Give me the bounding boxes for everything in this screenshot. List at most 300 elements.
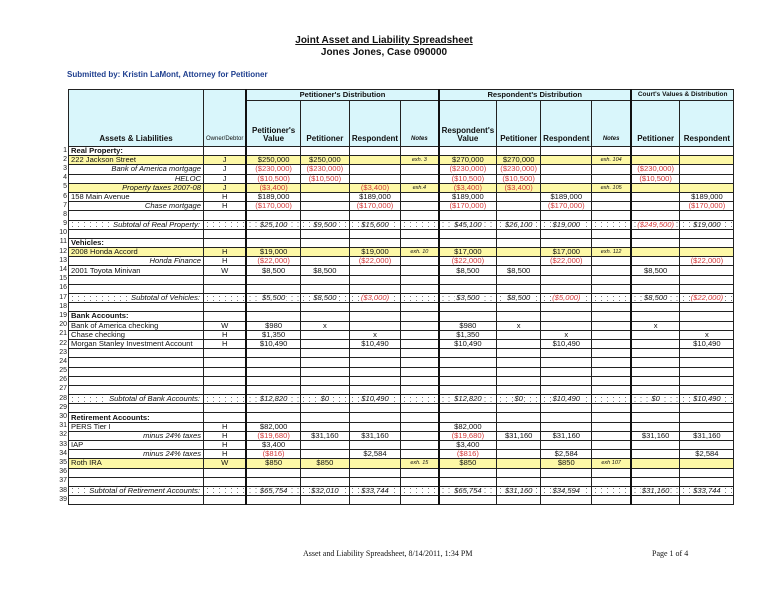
cell-owner[interactable] [204,358,247,367]
cell-rv[interactable] [439,220,497,229]
cell-owner[interactable] [204,477,247,486]
cell-pn[interactable] [401,385,439,394]
cell-owner[interactable]: H [204,257,247,266]
cell-label[interactable]: HELOC [69,174,204,183]
cell-pp[interactable] [300,183,349,192]
cell-label[interactable] [69,294,204,303]
cell-pr[interactable] [349,358,400,367]
cell-rp[interactable] [497,257,541,266]
cell-rr[interactable] [541,441,592,450]
cell-rr[interactable] [541,275,592,284]
cell-cp[interactable] [631,339,680,348]
cell-label[interactable] [69,349,204,358]
cell-cp[interactable] [631,459,680,468]
cell-pn[interactable] [401,284,439,293]
cell-rv[interactable] [439,367,497,376]
cell-cp[interactable] [631,192,680,201]
cell-pn[interactable] [401,468,439,477]
cell-pn[interactable] [401,303,439,312]
cell-pv[interactable] [246,468,300,477]
cell-pr[interactable] [349,275,400,284]
cell-rn[interactable] [592,413,631,422]
cell-pp[interactable] [300,395,349,404]
cell-rv[interactable] [439,303,497,312]
cell-pv[interactable]: ($816) [246,450,300,459]
cell-rp[interactable] [497,441,541,450]
cell-rr[interactable] [541,496,592,505]
cell-cp[interactable] [631,211,680,220]
cell-pv[interactable] [246,395,300,404]
cell-pp[interactable] [300,349,349,358]
cell-pv[interactable]: $1,350 [246,330,300,339]
cell-owner[interactable] [204,147,247,156]
cell-rr[interactable] [541,413,592,422]
cell-label[interactable] [69,468,204,477]
cell-rv[interactable]: ($230,000) [439,165,497,174]
cell-owner[interactable]: J [204,183,247,192]
cell-pr[interactable] [349,165,400,174]
cell-rn[interactable] [592,450,631,459]
cell-rn[interactable] [592,404,631,413]
cell-pr[interactable] [349,312,400,321]
cell-rr[interactable]: $17,000 [541,248,592,257]
cell-rv[interactable]: ($22,000) [439,257,497,266]
cell-pv[interactable] [246,229,300,238]
cell-cp[interactable] [631,376,680,385]
cell-rr[interactable] [541,174,592,183]
cell-rv[interactable] [439,395,497,404]
cell-label[interactable] [69,395,204,404]
cell-rv[interactable] [439,486,497,495]
cell-rv[interactable]: $17,000 [439,248,497,257]
cell-pv[interactable] [246,220,300,229]
cell-pn[interactable] [401,358,439,367]
cell-pn[interactable] [401,238,439,247]
cell-rp[interactable] [497,330,541,339]
cell-rp[interactable]: $8,500 [497,266,541,275]
cell-rn[interactable] [592,202,631,211]
cell-label[interactable] [69,303,204,312]
cell-label[interactable] [69,358,204,367]
cell-pp[interactable] [300,248,349,257]
cell-rr[interactable] [541,156,592,165]
cell-rv[interactable] [439,413,497,422]
cell-rn[interactable] [592,385,631,394]
cell-cp[interactable] [631,496,680,505]
cell-label[interactable]: 222 Jackson Street [69,156,204,165]
cell-rr[interactable] [541,349,592,358]
cell-rv[interactable] [439,294,497,303]
cell-pr[interactable]: $19,000 [349,248,400,257]
cell-rn[interactable] [592,220,631,229]
cell-cr[interactable] [680,220,734,229]
cell-rp[interactable] [497,468,541,477]
cell-rv[interactable]: ($816) [439,450,497,459]
cell-rp[interactable] [497,275,541,284]
cell-pn[interactable]: exh.4 [401,183,439,192]
cell-rr[interactable] [541,468,592,477]
cell-label[interactable] [69,211,204,220]
cell-pp[interactable] [300,284,349,293]
cell-pv[interactable]: ($170,000) [246,202,300,211]
cell-pr[interactable] [349,422,400,431]
cell-rv[interactable]: $850 [439,459,497,468]
cell-cp[interactable] [631,284,680,293]
cell-label[interactable]: PERS Tier I [69,422,204,431]
cell-cr[interactable] [680,183,734,192]
cell-pv[interactable]: $189,000 [246,192,300,201]
cell-label[interactable] [69,367,204,376]
cell-cr[interactable] [680,238,734,247]
cell-pn[interactable] [401,321,439,330]
cell-rr[interactable] [541,422,592,431]
cell-rn[interactable] [592,441,631,450]
cell-cp[interactable] [631,367,680,376]
cell-rp[interactable] [497,358,541,367]
cell-rv[interactable]: $270,000 [439,156,497,165]
cell-pn[interactable] [401,367,439,376]
cell-pp[interactable] [300,275,349,284]
cell-cp[interactable] [631,147,680,156]
cell-rp[interactable] [497,294,541,303]
cell-rr[interactable] [541,358,592,367]
cell-pn[interactable] [401,441,439,450]
cell-pv[interactable]: ($19,680) [246,431,300,440]
cell-pp[interactable]: $850 [300,459,349,468]
cell-cr[interactable] [680,147,734,156]
cell-rv[interactable]: ($10,500) [439,174,497,183]
cell-cp[interactable] [631,450,680,459]
cell-owner[interactable] [204,284,247,293]
cell-pv[interactable] [246,367,300,376]
cell-cr[interactable] [680,248,734,257]
cell-pn[interactable] [401,339,439,348]
cell-owner[interactable] [204,376,247,385]
cell-rp[interactable] [497,147,541,156]
cell-owner[interactable]: H [204,441,247,450]
cell-rv[interactable]: ($19,680) [439,431,497,440]
cell-label[interactable]: Vehicles: [69,238,204,247]
cell-pp[interactable] [300,257,349,266]
cell-pv[interactable] [246,477,300,486]
cell-owner[interactable] [204,404,247,413]
cell-cr[interactable] [680,376,734,385]
cell-pp[interactable] [300,404,349,413]
cell-cp[interactable] [631,395,680,404]
cell-label[interactable]: minus 24% taxes [69,450,204,459]
cell-rv[interactable]: ($170,000) [439,202,497,211]
cell-pp[interactable] [300,339,349,348]
cell-rn[interactable] [592,257,631,266]
cell-pn[interactable] [401,275,439,284]
cell-cr[interactable] [680,275,734,284]
cell-pp[interactable] [300,330,349,339]
cell-pp[interactable]: $8,500 [300,266,349,275]
cell-label[interactable]: Retirement Accounts: [69,413,204,422]
cell-rr[interactable] [541,211,592,220]
cell-pp[interactable] [300,238,349,247]
cell-rv[interactable] [439,376,497,385]
cell-cr[interactable] [680,321,734,330]
cell-pn[interactable] [401,165,439,174]
cell-owner[interactable]: H [204,431,247,440]
cell-cr[interactable]: ($170,000) [680,202,734,211]
cell-owner[interactable] [204,303,247,312]
cell-pr[interactable] [349,349,400,358]
cell-pn[interactable] [401,211,439,220]
cell-label[interactable]: 2008 Honda Accord [69,248,204,257]
cell-pr[interactable] [349,294,400,303]
cell-pr[interactable] [349,211,400,220]
cell-owner[interactable] [204,220,247,229]
cell-label[interactable] [69,486,204,495]
cell-rv[interactable]: $82,000 [439,422,497,431]
cell-label[interactable]: Bank Accounts: [69,312,204,321]
cell-pv[interactable] [246,303,300,312]
cell-rn[interactable]: exh 107 [592,459,631,468]
cell-cr[interactable] [680,413,734,422]
cell-rr[interactable] [541,294,592,303]
cell-pv[interactable]: $82,000 [246,422,300,431]
cell-pv[interactable] [246,404,300,413]
cell-pn[interactable] [401,266,439,275]
cell-cr[interactable] [680,312,734,321]
cell-cp[interactable] [631,468,680,477]
cell-cr[interactable] [680,422,734,431]
cell-label[interactable]: IAP [69,441,204,450]
cell-pr[interactable] [349,367,400,376]
cell-pn[interactable] [401,257,439,266]
cell-cp[interactable]: $31,160 [631,431,680,440]
cell-owner[interactable] [204,413,247,422]
cell-label[interactable] [69,496,204,505]
cell-rp[interactable] [497,486,541,495]
cell-pv[interactable] [246,238,300,247]
cell-owner[interactable]: H [204,450,247,459]
cell-rr[interactable] [541,147,592,156]
cell-rr[interactable]: ($22,000) [541,257,592,266]
cell-rr[interactable] [541,183,592,192]
cell-pr[interactable]: ($3,400) [349,183,400,192]
cell-owner[interactable]: H [204,202,247,211]
cell-pv[interactable] [246,496,300,505]
cell-rp[interactable]: ($230,000) [497,165,541,174]
cell-rr[interactable] [541,404,592,413]
cell-rn[interactable] [592,312,631,321]
cell-owner[interactable]: J [204,156,247,165]
cell-pr[interactable]: x [349,330,400,339]
cell-rn[interactable] [592,266,631,275]
cell-pr[interactable] [349,486,400,495]
cell-pn[interactable]: exh. 15 [401,459,439,468]
cell-pp[interactable] [300,486,349,495]
cell-cr[interactable] [680,395,734,404]
cell-rp[interactable]: ($3,400) [497,183,541,192]
cell-rr[interactable] [541,238,592,247]
cell-rv[interactable] [439,284,497,293]
cell-pv[interactable]: $850 [246,459,300,468]
cell-rn[interactable]: exh. 105 [592,183,631,192]
cell-label[interactable]: 2001 Toyota Minivan [69,266,204,275]
cell-owner[interactable] [204,294,247,303]
cell-cp[interactable] [631,248,680,257]
cell-pv[interactable]: $980 [246,321,300,330]
cell-pp[interactable] [300,496,349,505]
cell-cr[interactable] [680,496,734,505]
cell-rv[interactable]: $10,490 [439,339,497,348]
cell-rp[interactable] [497,284,541,293]
cell-rn[interactable] [592,229,631,238]
cell-owner[interactable]: H [204,248,247,257]
cell-pp[interactable]: x [300,321,349,330]
cell-pn[interactable] [401,496,439,505]
cell-owner[interactable]: H [204,192,247,201]
cell-pr[interactable] [349,321,400,330]
cell-pp[interactable] [300,220,349,229]
cell-pv[interactable] [246,147,300,156]
cell-rp[interactable]: $270,000 [497,156,541,165]
cell-rv[interactable] [439,385,497,394]
cell-pv[interactable] [246,486,300,495]
cell-owner[interactable] [204,496,247,505]
cell-pv[interactable] [246,312,300,321]
cell-pv[interactable]: ($10,500) [246,174,300,183]
cell-pr[interactable] [349,174,400,183]
cell-pv[interactable]: $10,490 [246,339,300,348]
cell-rn[interactable] [592,349,631,358]
cell-owner[interactable]: W [204,321,247,330]
cell-rn[interactable] [592,486,631,495]
cell-cr[interactable]: ($22,000) [680,257,734,266]
cell-cr[interactable] [680,404,734,413]
cell-pr[interactable] [349,477,400,486]
cell-pp[interactable]: ($10,500) [300,174,349,183]
cell-cp[interactable]: x [631,321,680,330]
cell-rr[interactable] [541,376,592,385]
cell-cr[interactable] [680,156,734,165]
cell-pv[interactable] [246,275,300,284]
cell-pp[interactable] [300,367,349,376]
cell-pn[interactable] [401,477,439,486]
cell-pr[interactable] [349,404,400,413]
cell-label[interactable]: Roth IRA [69,459,204,468]
cell-owner[interactable] [204,312,247,321]
cell-pv[interactable] [246,358,300,367]
cell-rr[interactable] [541,229,592,238]
cell-pr[interactable]: ($170,000) [349,202,400,211]
cell-rn[interactable] [592,395,631,404]
cell-label[interactable] [69,376,204,385]
cell-pp[interactable]: ($230,000) [300,165,349,174]
cell-pv[interactable] [246,376,300,385]
cell-pv[interactable] [246,349,300,358]
cell-rv[interactable] [439,275,497,284]
cell-rp[interactable] [497,385,541,394]
cell-pr[interactable] [349,468,400,477]
cell-rn[interactable] [592,284,631,293]
cell-rr[interactable] [541,266,592,275]
cell-rn[interactable] [592,496,631,505]
cell-owner[interactable] [204,395,247,404]
cell-owner[interactable]: H [204,339,247,348]
cell-rp[interactable] [497,413,541,422]
cell-label[interactable]: Property taxes 2007-08 [69,183,204,192]
cell-pv[interactable] [246,284,300,293]
cell-label[interactable] [69,385,204,394]
cell-rp[interactable]: ($10,500) [497,174,541,183]
cell-pr[interactable] [349,441,400,450]
cell-rn[interactable] [592,192,631,201]
cell-pn[interactable] [401,312,439,321]
cell-rp[interactable] [497,303,541,312]
cell-pv[interactable] [246,294,300,303]
cell-pr[interactable] [349,385,400,394]
cell-pv[interactable]: ($3,400) [246,183,300,192]
cell-cp[interactable] [631,257,680,266]
cell-pr[interactable] [349,413,400,422]
cell-pn[interactable] [401,486,439,495]
cell-pp[interactable] [300,202,349,211]
cell-pp[interactable] [300,303,349,312]
cell-pv[interactable]: ($230,000) [246,165,300,174]
cell-label[interactable]: Morgan Stanley Investment Account [69,339,204,348]
cell-label[interactable] [69,404,204,413]
cell-cp[interactable] [631,156,680,165]
cell-cr[interactable] [680,441,734,450]
cell-rp[interactable] [497,404,541,413]
cell-pp[interactable] [300,376,349,385]
cell-rr[interactable] [541,220,592,229]
cell-pr[interactable] [349,303,400,312]
cell-rr[interactable] [541,321,592,330]
cell-pp[interactable] [300,441,349,450]
cell-cp[interactable] [631,303,680,312]
cell-owner[interactable] [204,275,247,284]
cell-rr[interactable] [541,312,592,321]
cell-owner[interactable] [204,211,247,220]
cell-rv[interactable] [439,349,497,358]
cell-pn[interactable] [401,395,439,404]
cell-cr[interactable] [680,303,734,312]
cell-rp[interactable]: x [497,321,541,330]
cell-rn[interactable] [592,165,631,174]
cell-rn[interactable] [592,275,631,284]
cell-cp[interactable] [631,202,680,211]
cell-cr[interactable]: $10,490 [680,339,734,348]
cell-rr[interactable]: $189,000 [541,192,592,201]
cell-rv[interactable]: $3,400 [439,441,497,450]
cell-rv[interactable]: $189,000 [439,192,497,201]
cell-pn[interactable] [401,376,439,385]
cell-pn[interactable] [401,450,439,459]
cell-cr[interactable] [680,266,734,275]
cell-cp[interactable] [631,220,680,229]
cell-rr[interactable] [541,165,592,174]
cell-rv[interactable]: $8,500 [439,266,497,275]
cell-rp[interactable]: $31,160 [497,431,541,440]
cell-rr[interactable] [541,367,592,376]
cell-rv[interactable] [439,229,497,238]
cell-label[interactable] [69,477,204,486]
cell-cp[interactable] [631,358,680,367]
cell-cr[interactable] [680,385,734,394]
cell-pv[interactable] [246,385,300,394]
cell-cp[interactable] [631,477,680,486]
cell-pn[interactable] [401,413,439,422]
cell-label[interactable] [69,229,204,238]
cell-label[interactable]: Chase checking [69,330,204,339]
cell-rn[interactable] [592,339,631,348]
